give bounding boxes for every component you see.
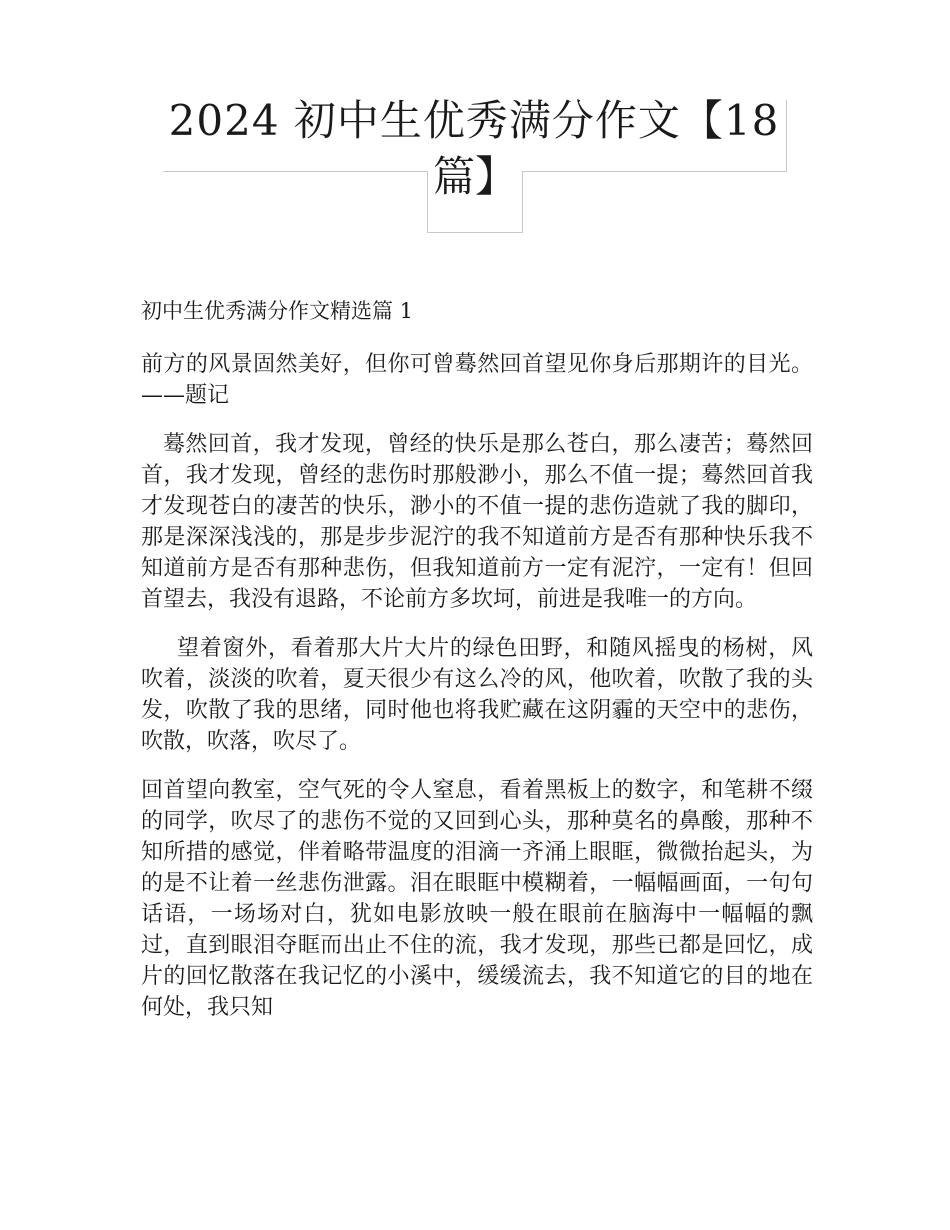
title-rule-right <box>522 171 786 172</box>
document-title-line-2: 篇】 <box>432 152 517 201</box>
paragraph-2: 望着窗外，看着那大片大片的绿色田野，和随风摇曳的杨树，风吹着，淡淡的吹着，夏天很少有这么冷的风，他吹着，吹散了我的头发，吹散了我的思绪，同时他也将我贮藏在这阴霾的天空中的悲伤，吹散，吹落，吹尽了。 <box>141 636 813 754</box>
document-title-line-1: 2024 初中生优秀满分作文【18 <box>168 96 780 145</box>
section-heading: 初中生优秀满分作文精选篇 1 <box>141 299 414 323</box>
paragraph-3: 回首望向教室，空气死的令人窒息，看着黑板上的数字，和笔耕不缀的同学，吹尽了的悲伤不觉的又回到心头，那种莫名的鼻酸，那种不知所措的感觉，伴着略带温度的泪滴一齐涌上眼眶，微微抬起头，为的是不让着一丝悲伤泄露。泪在眼眶中模糊着，一幅幅画面，一句句话语，一场场对白，犹如电影放映一般在眼前在脑海中一幅幅的飘过，直到眼泪夺眶而出止不住的流，我才发现，那些已都是回忆，成片的回忆散落在我记忆的小溪中，缓缓流去，我不知道它的目的地在何处，我只知 <box>141 778 813 1020</box>
title-rule-left <box>163 171 427 172</box>
document-body <box>141 296 813 1041</box>
paragraph-1: 蓦然回首，我才发现，曾经的快乐是那么苍白，那么凄苦；蓦然回首，我才发现，曾经的悲伤时那般渺小，那么不值一提；蓦然回首我才发现苍白的凄苦的快乐，渺小的不值一提的悲伤造就了我的脚印，那是深深浅浅的，那是步步泥泞的我不知道前方是否有那种快乐我不知道前方是否有那种悲伤，但我知道前方一定有泥泞，一定有！但回首望去，我没有退路，不论前方多坎坷，前进是我唯一的方向。 <box>141 432 813 612</box>
paragraph-epigraph: 前方的风景固然美好，但你可曾蓦然回首望见你身后那期许的目光。——题记 <box>141 352 813 408</box>
title-box-bottom <box>427 232 523 233</box>
title-block <box>160 86 788 236</box>
title-rule-right-edge <box>786 100 787 172</box>
title-box-left-edge <box>427 171 428 233</box>
title-box-right-edge <box>522 171 523 233</box>
